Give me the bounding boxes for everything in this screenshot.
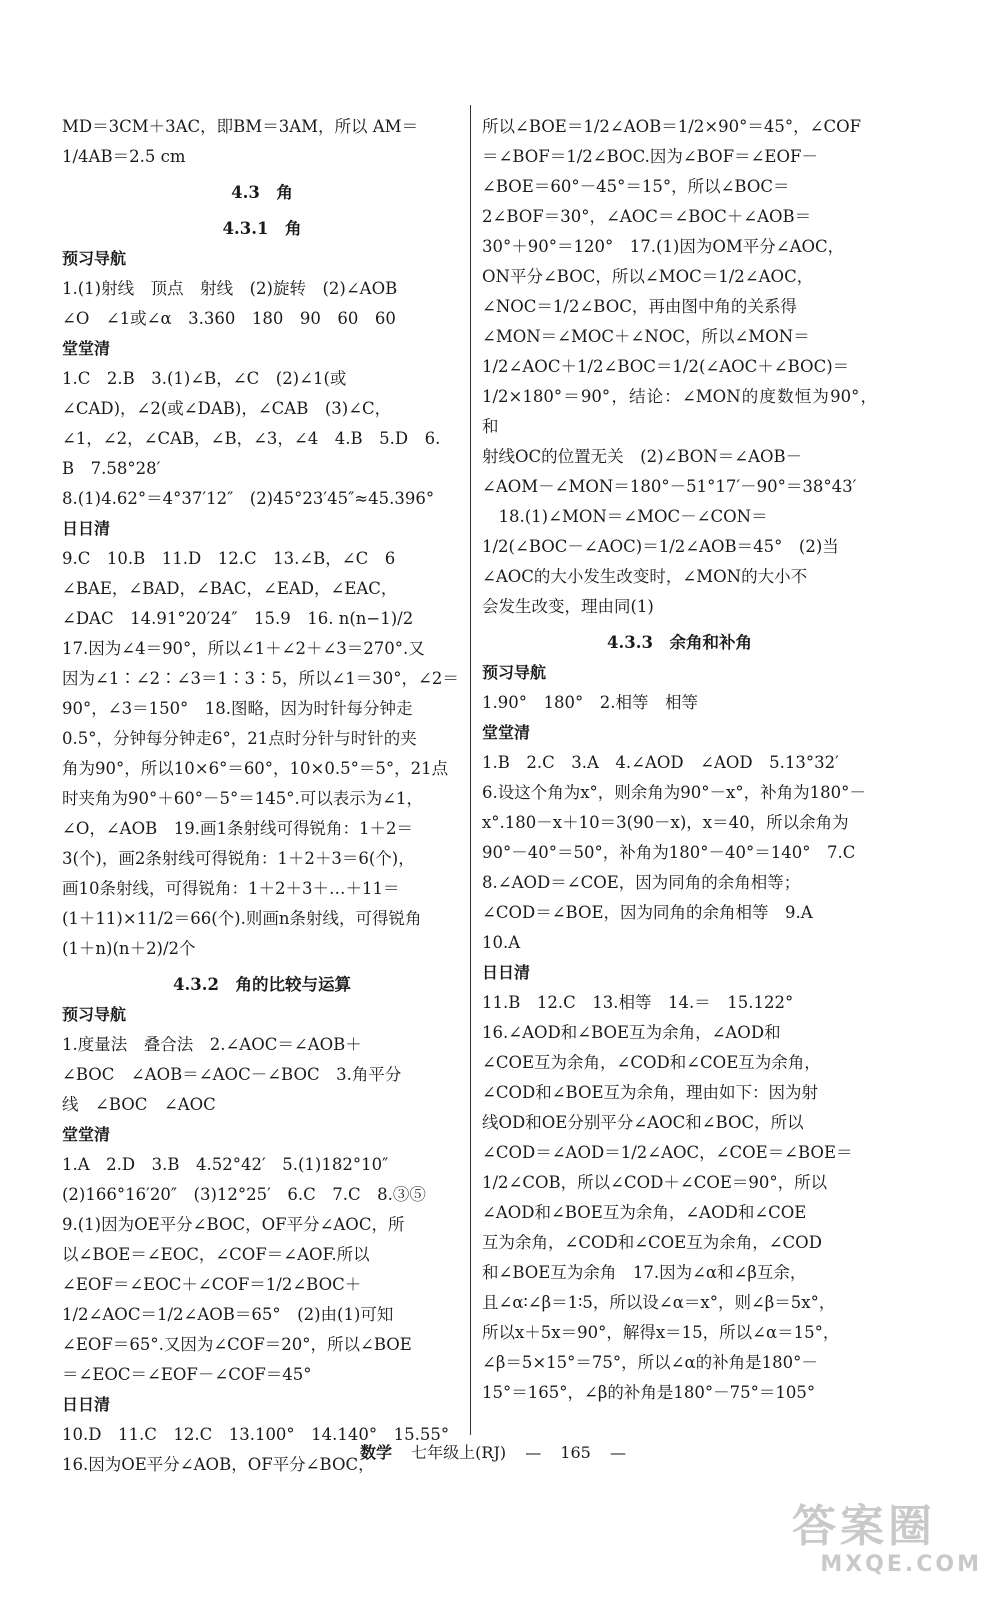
section-heading: 堂堂清 bbox=[482, 723, 531, 742]
watermark-url: MXQE.COM bbox=[820, 1552, 982, 1577]
answer-line: 90°－40°＝50°，补角为180°－40°＝140° 7.C bbox=[482, 843, 856, 862]
answer-line: 画10条射线，可得锐角：1＋2＋3＋…＋11＝ bbox=[62, 879, 400, 898]
column-divider bbox=[470, 105, 471, 1435]
answer-line: 1.C 2.B 3.(1)∠B，∠C (2)∠1(或 bbox=[62, 369, 347, 388]
answer-line: ∠O，∠AOB 19.画1条射线可得锐角：1＋2＝ bbox=[62, 819, 413, 838]
answer-line: ∠AOD和∠BOE互为余角，∠AOD和∠COE bbox=[482, 1203, 807, 1222]
answer-line: 互为余角，∠COD和∠COE互为余角，∠COD bbox=[482, 1233, 822, 1252]
answer-line: 线OD和OE分别平分∠AOC和∠BOC，所以 bbox=[482, 1113, 804, 1132]
answer-line: 10.A bbox=[482, 933, 521, 952]
section-heading: 堂堂清 bbox=[62, 339, 111, 358]
section-heading: 预习导航 bbox=[482, 663, 547, 682]
answer-line: 1.B 2.C 3.A 4.∠AOD ∠AOD 5.13°32′ bbox=[482, 753, 839, 772]
answer-line: 线 ∠BOC ∠AOC bbox=[62, 1095, 216, 1114]
section-heading: 预习导航 bbox=[62, 1005, 127, 1024]
answer-line: ON平分∠BOC，所以∠MOC＝1/2∠AOC， bbox=[482, 267, 814, 286]
answer-line: 16.∠AOD和∠BOE互为余角，∠AOD和 bbox=[482, 1023, 781, 1042]
answer-line: (2)166°16′20″ (3)12°25′ 6.C 7.C 8.③⑤ bbox=[62, 1185, 426, 1204]
answer-line: ＝∠EOC＝∠EOF－∠COF＝45° bbox=[62, 1365, 312, 1384]
answer-line: 因为∠1∶∠2∶∠3＝1∶3∶5，所以∠1＝30°，∠2＝ bbox=[62, 669, 459, 688]
answer-line: 1/2(∠BOC－∠AOC)＝1/2∠AOB＝45° (2)当 bbox=[482, 537, 839, 556]
section-heading: 堂堂清 bbox=[62, 1125, 111, 1144]
answer-line: 和∠BOE互为余角 17.因为∠α和∠β互余， bbox=[482, 1263, 807, 1282]
answer-line: ∠DAC 14.91°20′24″ 15.9 16. n(n−1)/2 bbox=[62, 609, 414, 628]
answer-line: 以∠BOE＝∠EOC，∠COF＝∠AOF.所以 bbox=[62, 1245, 370, 1264]
answer-line: 30°＋90°＝120° 17.(1)因为OM平分∠AOC， bbox=[482, 237, 845, 256]
answer-line: 18.(1)∠MON＝∠MOC－∠CON＝ bbox=[482, 507, 768, 526]
answer-line: ∠COD＝∠AOD＝1/2∠AOC，∠COE＝∠BOE＝ bbox=[482, 1143, 853, 1162]
answer-line: ∠BAE，∠BAD，∠BAC，∠EAD，∠EAC， bbox=[62, 579, 398, 598]
right-column bbox=[482, 112, 877, 1450]
answer-line: ∠COD和∠BOE互为余角，理由如下：因为射 bbox=[482, 1083, 819, 1102]
answer-line: ∠COE互为余角，∠COD和∠COE互为余角， bbox=[482, 1053, 821, 1072]
answer-line: 2∠BOF＝30°，∠AOC＝∠BOC＋∠AOB＝ bbox=[482, 207, 812, 226]
answer-line: 1.A 2.D 3.B 4.52°42′ 5.(1)182°10″ bbox=[62, 1155, 389, 1174]
answer-line: ∠CAD)，∠2(或∠DAB)，∠CAB (3)∠C， bbox=[62, 399, 392, 418]
page-footer bbox=[0, 1440, 1000, 1463]
section-heading: 日日清 bbox=[62, 1395, 111, 1414]
answer-line: ∠EOF＝∠EOC＋∠COF＝1/2∠BOC＋ bbox=[62, 1275, 362, 1294]
answer-line: ∠1，∠2，∠CAB，∠B，∠3，∠4 4.B 5.D 6. bbox=[62, 429, 441, 448]
answer-line: 所以x＋5x＝90°，解得x＝15，所以∠α＝15°， bbox=[482, 1323, 840, 1342]
answer-line: 1/2∠AOC＋1/2∠BOC＝1/2(∠AOC＋∠BOC)＝ bbox=[482, 357, 850, 376]
answer-line: 3(个)，画2条射线可得锐角：1＋2＋3＝6(个)， bbox=[62, 849, 415, 868]
answer-line: 1.90° 180° 2.相等 相等 bbox=[482, 693, 698, 712]
page-number: 165 bbox=[560, 1443, 591, 1462]
footer-dash-right: — bbox=[609, 1443, 626, 1462]
section-heading: 日日清 bbox=[62, 519, 111, 538]
answer-line: 1.度量法 叠合法 2.∠AOC＝∠AOB＋ bbox=[62, 1035, 362, 1054]
answer-line: 且∠α∶∠β＝1∶5，所以设∠α＝x°，则∠β＝5x°， bbox=[482, 1293, 836, 1312]
answer-line: ∠O ∠1或∠α 3.360 180 90 60 60 bbox=[62, 309, 396, 328]
answer-line: ∠AOM－∠MON＝180°－51°17′－90°＝38°43′ bbox=[482, 477, 857, 496]
answer-line: 90°，∠3＝150° 18.图略，因为时针每分钟走 bbox=[62, 699, 413, 718]
footer-subject: 数学 bbox=[360, 1443, 393, 1462]
answer-line: (1＋11)×11/2＝66(个).则画n条射线，可得锐角 bbox=[62, 909, 422, 928]
section-heading: 日日清 bbox=[482, 963, 531, 982]
answer-line: ∠COD＝∠BOE，因为同角的余角相等 9.A bbox=[482, 903, 813, 922]
answer-line: 0.5°，分钟每分钟走6°，21点时分针与时针的夹 bbox=[62, 729, 417, 748]
watermark-text: 答案圈 bbox=[792, 1501, 936, 1552]
section-title: 4.3.2 角的比较与运算 bbox=[173, 975, 351, 994]
answer-line: ＝∠BOF＝1/2∠BOC.因为∠BOF＝∠EOF－ bbox=[482, 147, 818, 166]
answer-line: 15°＝165°，∠β的补角是180°－75°＝105° bbox=[482, 1383, 816, 1402]
answer-line: 1/4AB＝2.5 cm bbox=[62, 147, 186, 166]
answer-line: 时夹角为90°＋60°－5°＝145°.可以表示为∠1， bbox=[62, 789, 424, 808]
answer-line: 1.(1)射线 顶点 射线 (2)旋转 (2)∠AOB bbox=[62, 279, 398, 298]
answer-line: 6.设这个角为x°，则余角为90°－x°，补角为180°－ bbox=[482, 783, 866, 802]
answer-line: ∠EOF＝65°.又因为∠COF＝20°，所以∠BOE bbox=[62, 1335, 412, 1354]
answer-line: ∠NOC＝1/2∠BOC，再由图中角的关系得 bbox=[482, 297, 797, 316]
answer-line: 9.C 10.B 11.D 12.C 13.∠B，∠C 6 bbox=[62, 549, 396, 568]
answer-line: 10.D 11.C 12.C 13.100° 14.140° 15.55° bbox=[62, 1425, 450, 1444]
answer-line: ∠BOE＝60°－45°＝15°，所以∠BOC＝ bbox=[482, 177, 790, 196]
answer-line: 8.(1)4.62°＝4°37′12″ (2)45°23′45″≈45.396° bbox=[62, 489, 435, 508]
answer-line: 角为90°，所以10×6°＝60°，10×0.5°＝5°，21点 bbox=[62, 759, 449, 778]
section-heading: 预习导航 bbox=[62, 249, 127, 268]
section-title: 4.3 角 bbox=[231, 183, 293, 202]
answer-line: (1＋n)(n＋2)/2个 bbox=[62, 939, 196, 958]
answer-line: ∠MON＝∠MOC＋∠NOC，所以∠MON＝ bbox=[482, 327, 810, 346]
answer-line: ∠AOC的大小发生改变时，∠MON的大小不 bbox=[482, 567, 808, 586]
answer-line: 17.因为∠4＝90°，所以∠1＋∠2＋∠3＝270°.又 bbox=[62, 639, 425, 658]
answer-line: 11.B 12.C 13.相等 14.＝ 15.122° bbox=[482, 993, 794, 1012]
section-title: 4.3.3 余角和补角 bbox=[607, 633, 752, 652]
answer-line: x°.180－x＋10＝3(90－x)，x＝40，所以余角为 bbox=[482, 813, 849, 832]
answer-line: 1/2∠AOC＝1/2∠AOB＝65° (2)由(1)可知 bbox=[62, 1305, 394, 1324]
footer-grade: 七年级上(RJ) bbox=[411, 1443, 507, 1462]
answer-line: 1/2×180°＝90°，结论：∠MON的度数恒为90°，和 bbox=[482, 387, 877, 436]
section-title: 4.3.1 角 bbox=[222, 219, 302, 238]
answer-line: 16.因为OE平分∠AOB，OF平分∠BOC， bbox=[62, 1455, 375, 1474]
answer-line: 9.(1)因为OE平分∠BOC，OF平分∠AOC，所 bbox=[62, 1215, 405, 1234]
answer-line: ∠β＝5×15°＝75°，所以∠α的补角是180°－ bbox=[482, 1353, 818, 1372]
answer-line: 所以∠BOE＝1/2∠AOB＝1/2×90°＝45°，∠COF bbox=[482, 117, 862, 136]
answer-line: 1/2∠COB，所以∠COD＋∠COE＝90°，所以 bbox=[482, 1173, 828, 1192]
footer-dash-left: — bbox=[525, 1443, 542, 1462]
answer-line: 射线OC的位置无关 (2)∠BON＝∠AOB－ bbox=[482, 447, 803, 466]
answer-line: 会发生改变，理由同(1) bbox=[482, 597, 654, 616]
answer-line: B 7.58°28′ bbox=[62, 459, 161, 478]
answer-line: MD＝3CM＋3AC，即BM＝3AM，所以 AM＝ bbox=[62, 117, 419, 136]
answer-line: ∠BOC ∠AOB＝∠AOC－∠BOC 3.角平分 bbox=[62, 1065, 402, 1084]
answer-line: 8.∠AOD＝∠COE，因为同角的余角相等； bbox=[482, 873, 801, 892]
watermark-logo bbox=[792, 1502, 982, 1582]
